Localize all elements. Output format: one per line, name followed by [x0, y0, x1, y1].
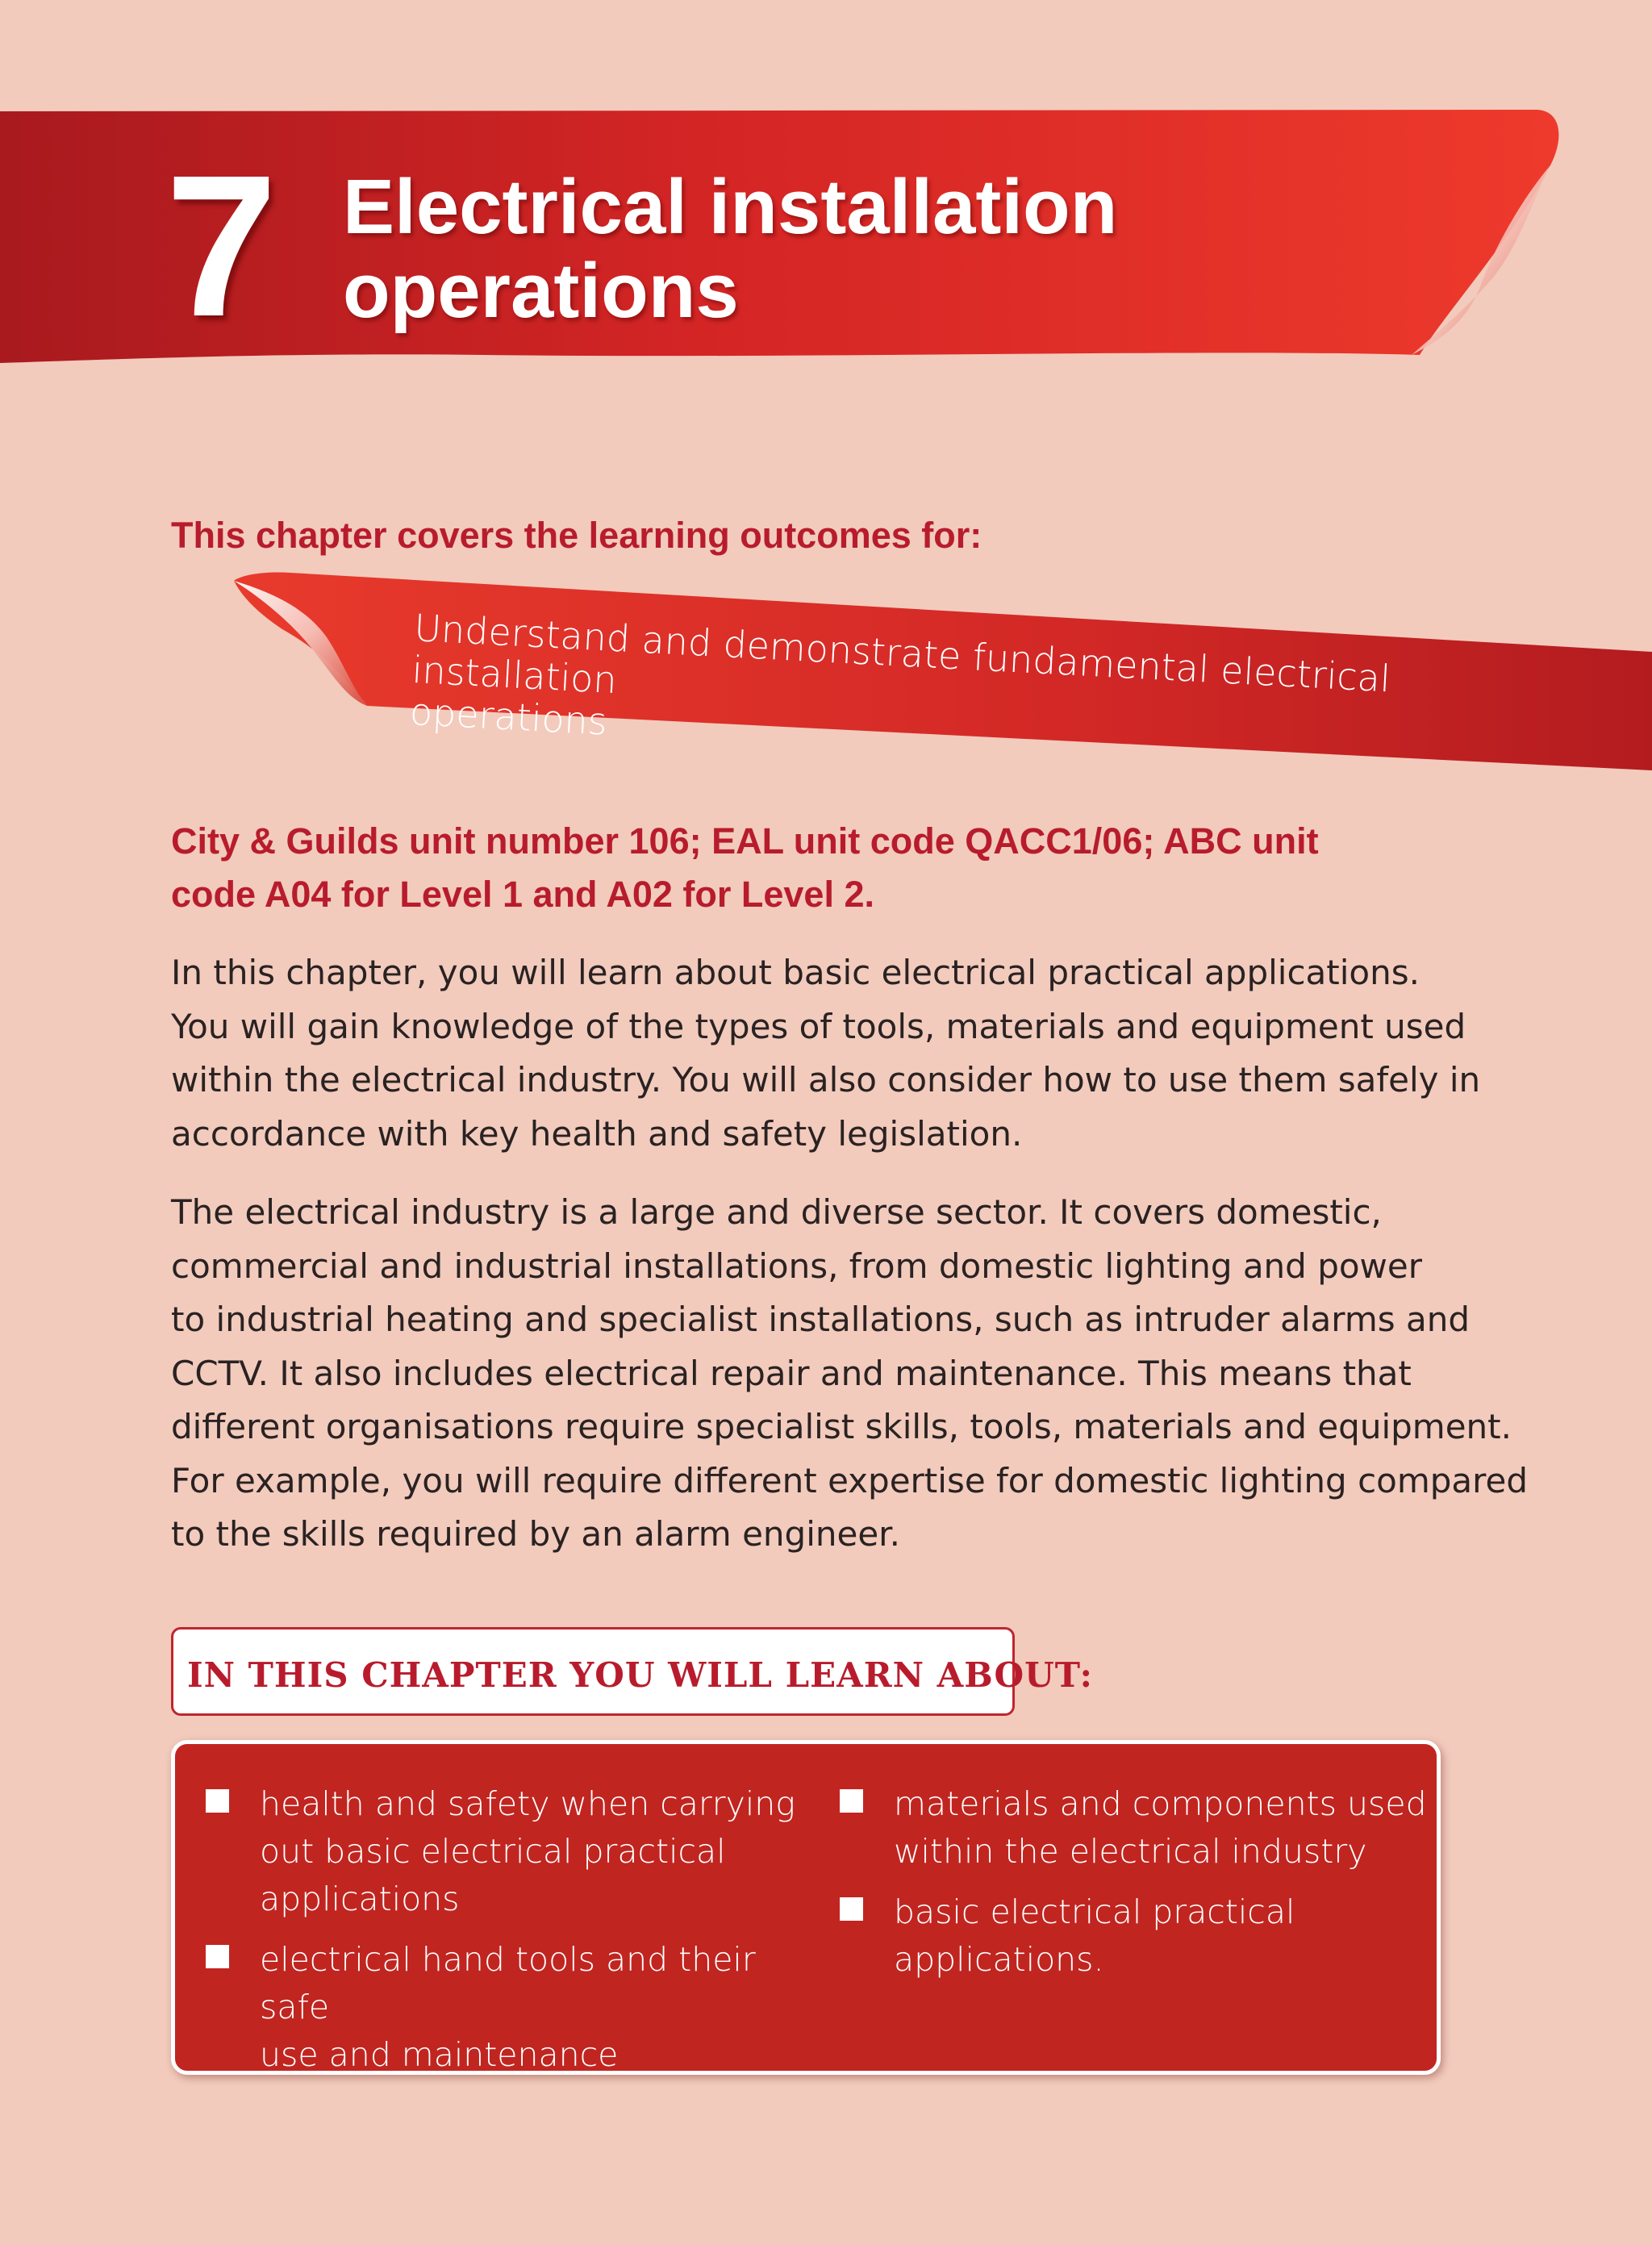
- chapter-title-line2: operations: [343, 248, 739, 334]
- paragraph-line: to the skills required by an alarm engineer.: [171, 1514, 900, 1554]
- paragraph-line: You will gain knowledge of the types of tools, materials and equipment used: [171, 1006, 1466, 1046]
- learn-item-text: [260, 1780, 824, 1923]
- learning-outcome-line1: Understand and demonstrate fundamental electrical installation: [411, 606, 1392, 703]
- unit-codes-line2: code A04 for Level 1 and A02 for Level 2.: [171, 874, 874, 915]
- paragraph-line: CCTV. It also includes electrical repair and maintenance. This means that: [171, 1353, 1412, 1393]
- learn-item-line: use and maintenance: [260, 2035, 619, 2074]
- learn-item-line: health and safety when carrying: [260, 1784, 795, 1823]
- learn-item-line: basic electrical practical: [894, 1892, 1295, 1931]
- square-bullet-icon: [206, 1789, 229, 1813]
- paragraph-line: The electrical industry is a large and diverse sector. It covers domestic,: [171, 1192, 1382, 1232]
- paragraph-line: accordance with key health and safety legislation.: [171, 1113, 1023, 1154]
- learn-item-line: applications: [260, 1880, 460, 1918]
- learn-about-heading: IN THIS CHAPTER YOU WILL LEARN ABOUT:: [187, 1655, 1093, 1695]
- paragraph-line: different organisations require specialist skills, tools, materials and equipment.: [171, 1407, 1512, 1446]
- learn-item-line: within the electrical industry: [894, 1832, 1367, 1871]
- chapter-title-line1: Electrical installation: [343, 164, 1118, 250]
- square-bullet-icon: [840, 1789, 863, 1813]
- square-bullet-icon: [206, 1945, 229, 1968]
- unit-codes-line1: City & Guilds unit number 106; EAL unit code QACC1/06; ABC unit: [171, 820, 1319, 862]
- paragraph-line: to industrial heating and specialist installations, such as intruder alarms and: [171, 1300, 1470, 1339]
- paragraph-line: For example, you will require different expertise for domestic lighting compared: [171, 1460, 1529, 1500]
- paragraph-line: within the electrical industry. You will also consider how to use them safely in: [171, 1060, 1481, 1100]
- unit-codes: [171, 815, 1526, 921]
- learn-item-line: out basic electrical practical: [260, 1832, 726, 1871]
- paragraph-line: commercial and industrial installations, from domestic lighting and power: [171, 1246, 1423, 1286]
- learn-item-line: electrical hand tools and their safe: [260, 1940, 756, 2026]
- learn-item-text: [260, 1936, 824, 2079]
- learn-about-heading-box: [171, 1627, 1093, 1716]
- learn-about-box: [171, 1740, 1441, 2075]
- chapter-title: [343, 165, 1117, 333]
- learning-outcomes-label: This chapter covers the learning outcomes for:: [171, 515, 982, 556]
- paragraph-line: In this chapter, you will learn about basic electrical practical applications.: [171, 953, 1420, 992]
- intro-paragraph-1: [171, 946, 1542, 1161]
- intro-paragraph-2: [171, 1186, 1542, 1562]
- square-bullet-icon: [840, 1897, 863, 1921]
- learn-item-line: materials and components used: [894, 1784, 1427, 1823]
- learn-item-text: [894, 1888, 1442, 1984]
- learning-outcome-line2: operations: [408, 689, 609, 744]
- learn-item-line: applications.: [894, 1940, 1104, 1979]
- chapter-number: 7: [165, 133, 278, 358]
- learn-item-text: [894, 1780, 1442, 1876]
